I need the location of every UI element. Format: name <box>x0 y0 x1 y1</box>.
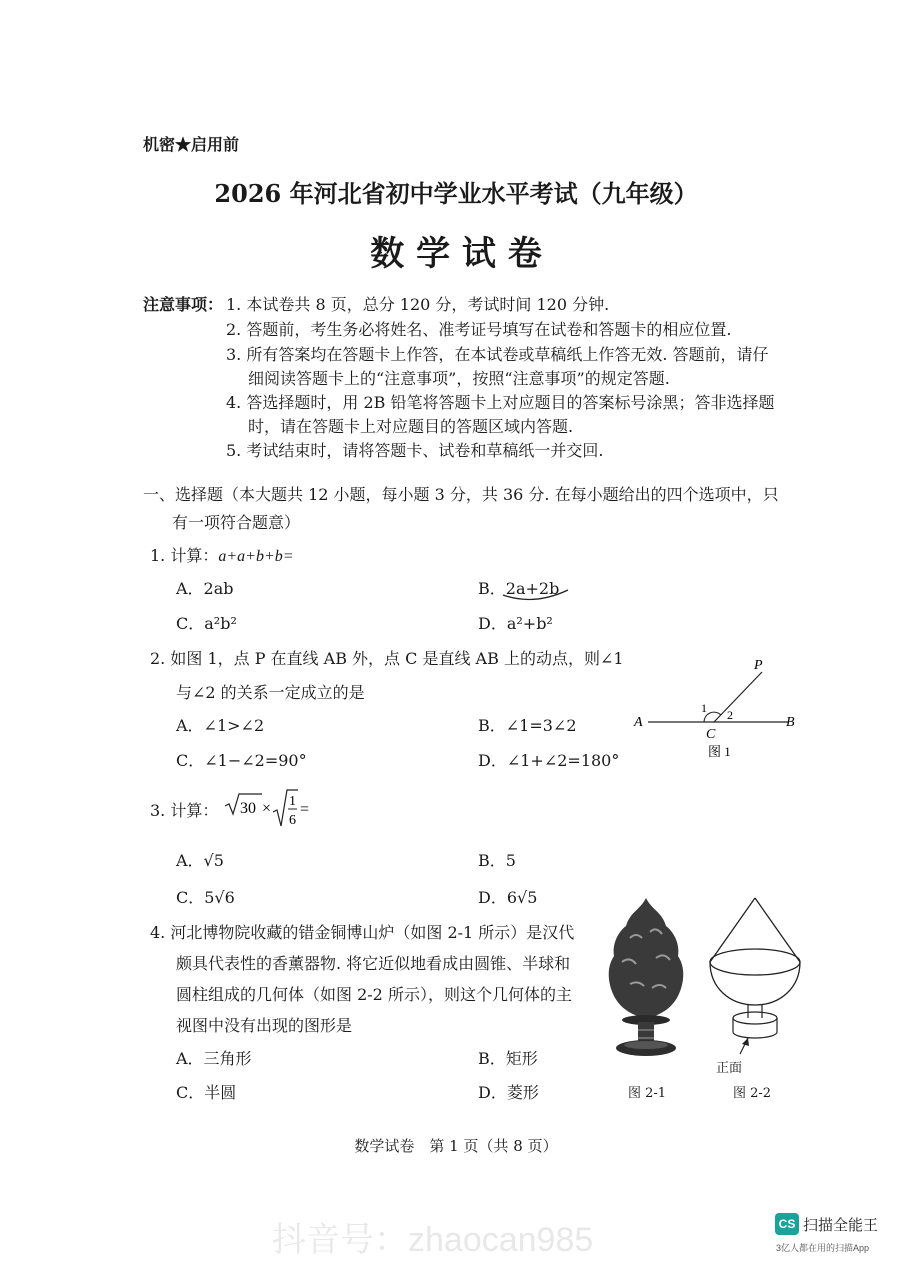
figure-1-diagram <box>630 652 810 764</box>
q3-stem: 3. 计算： <box>150 801 219 820</box>
exam-title: 2026 年河北省初中学业水平考试（九年级） <box>214 179 698 208</box>
figure-1-caption: 图 1 <box>708 744 731 759</box>
q2-option-c: C．∠1−∠2=90° <box>176 751 307 770</box>
figure-1-point-a: A <box>634 715 643 730</box>
figure-1-point-b: B <box>786 715 795 730</box>
notice-item-4: 4. 答选择题时，用 2B 铅笔将答题卡上对应题目的答案标号涂黑；答非选择题 <box>226 393 775 412</box>
incense-burner-image <box>600 892 692 1074</box>
figure-2-2-caption: 图 2-2 <box>733 1086 772 1101</box>
q1-expression: a+a+b+b= <box>218 548 294 565</box>
confidential-mark: 机密★启用前 <box>143 135 240 154</box>
section-heading: 一、选择题（本大题共 12 小题，每小题 3 分，共 36 分. 在每小题给出的四个选项中，只 <box>143 485 779 504</box>
notice-item-3-cont: 细阅读答题卡上的“注意事项”，按照“注意事项”的规定答题. <box>248 369 670 388</box>
paper-subtitle: 数 学 试 卷 <box>370 234 542 274</box>
notice-item-5: 5. 考试结束时，请将答题卡、试卷和草稿纸一并交回. <box>226 441 604 460</box>
q1-stem: 1. 计算：a+a+b+b= <box>150 546 294 565</box>
notice-item-2: 2. 答题前，考生务必将姓名、准考证号填写在试卷和答题卡的相应位置. <box>226 320 732 339</box>
figure-2-1-caption: 图 2-1 <box>628 1086 667 1101</box>
q2-stem-cont: 与∠2 的关系一定成立的是 <box>176 683 365 702</box>
q4-stem-line-2: 颇具代表性的香薰器物. 将它近似地看成由圆锥、半球和 <box>176 954 571 973</box>
q3-frac-num: 1 <box>289 794 296 809</box>
notice-item-3: 3. 所有答案均在答题卡上作答，在本试卷或草稿纸上作答无效. 答题前，请仔 <box>226 345 769 364</box>
q4-option-d: D．菱形 <box>478 1083 539 1102</box>
q4-option-b: B．矩形 <box>478 1049 538 1068</box>
scanner-brand-name: 扫描全能王 <box>803 1217 879 1234</box>
figure-1-point-c: C <box>706 727 716 742</box>
q3-frac-den: 6 <box>289 813 296 828</box>
notice-item-4-cont: 时，请在答题卡上对应题目的答题区域内答题. <box>248 417 574 436</box>
q3-expression <box>224 788 314 830</box>
watermark-text: 抖音号：zhaocan985 <box>272 1221 594 1259</box>
q2-option-b: B．∠1=3∠2 <box>478 716 577 735</box>
q2-option-d: D．∠1+∠2=180° <box>478 751 620 770</box>
notice-label: 注意事项： <box>143 295 224 314</box>
front-view-label: 正面 <box>716 1061 743 1076</box>
figure-1-angle-1: 1 <box>701 701 707 715</box>
q1-option-a: A．2ab <box>176 579 234 598</box>
q3-option-a: A．√5 <box>176 851 224 870</box>
q3-option-c: C．5√6 <box>176 888 235 907</box>
figure-1-point-p: P <box>754 658 763 673</box>
q3-equals: = <box>300 801 310 818</box>
q4-option-c: C．半圆 <box>176 1083 237 1102</box>
page-footer: 数学试卷 第 1 页（共 8 页） <box>354 1137 558 1155</box>
q2-option-a: A．∠1>∠2 <box>176 716 265 735</box>
figure-1-angle-2: 2 <box>727 708 733 722</box>
q3-option-d: D．6√5 <box>478 888 538 907</box>
geometric-solid-diagram <box>700 892 810 1072</box>
q4-stem-line-4: 视图中没有出现的图形是 <box>176 1016 353 1035</box>
q1-option-d: D．a²+b² <box>478 614 553 633</box>
q4-stem-line-3: 圆柱组成的几何体（如图 2-2 所示），则这个几何体的主 <box>176 985 572 1004</box>
q4-option-a: A．三角形 <box>176 1049 252 1068</box>
scanner-logo-icon: CS <box>775 1213 799 1235</box>
q4-stem-line-1: 4. 河北博物院收藏的错金铜博山炉（如图 2-1 所示）是汉代 <box>150 923 575 942</box>
q2-stem: 2. 如图 1，点 P 在直线 AB 外，点 C 是直线 AB 上的动点，则∠1 <box>150 649 624 668</box>
section-heading-cont: 有一项符合题意） <box>172 513 301 532</box>
notice-item-1: 1. 本试卷共 8 页，总分 120 分，考试时间 120 分钟. <box>226 295 610 314</box>
q3-times: × <box>262 800 272 817</box>
q1-option-c: C．a²b² <box>176 614 237 633</box>
q1-option-b: B．2a+2b <box>478 579 560 598</box>
handwritten-mark <box>500 586 572 606</box>
q3-option-b: B．5 <box>478 851 516 870</box>
q3-radicand: 30 <box>240 800 256 817</box>
scanner-brand-slogan: 3亿人都在用的扫描App <box>776 1243 870 1253</box>
